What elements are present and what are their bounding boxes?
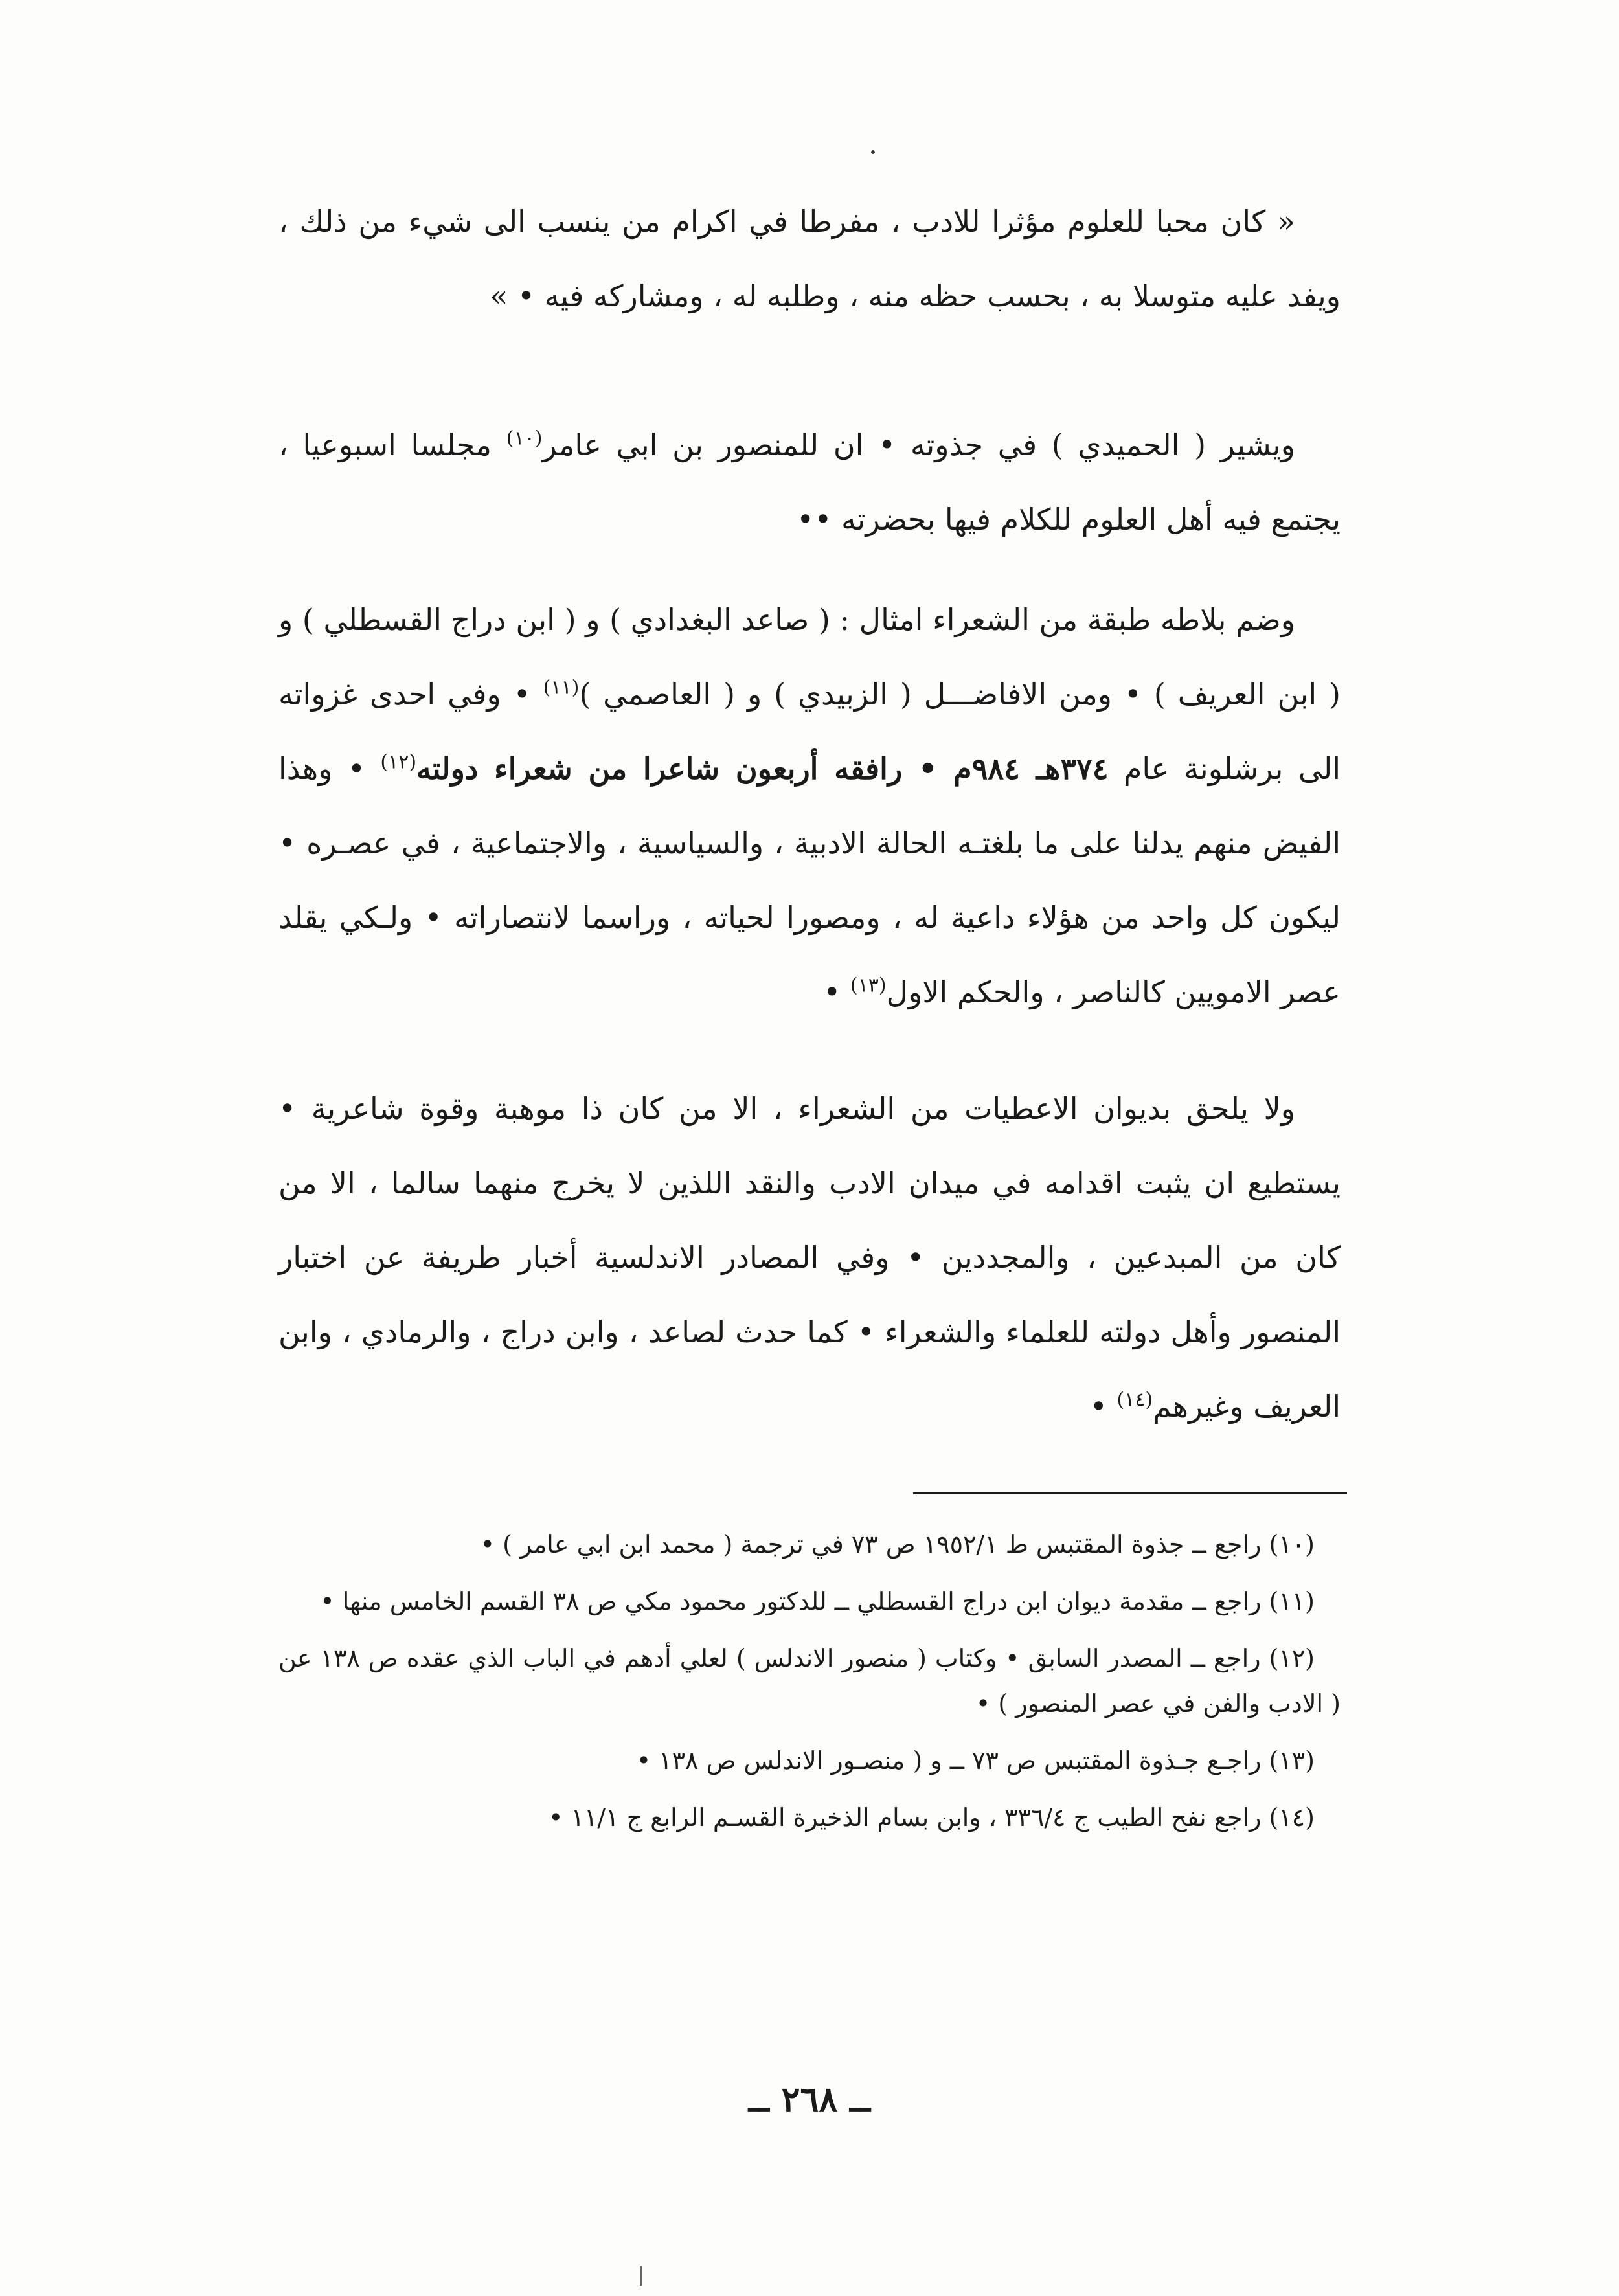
- text-run: « كان محبا للعلوم مؤثرا للادب ، مفرطا في اكرام من ينسب الى شيء من ذلك ، ويفد عليه متوسلا به ، بحسب حظه منه ، وطلبه له ، ومشاركه فيه • »: [278, 204, 1341, 313]
- footnote-14: (١٤) راجع نفح الطيب ج ٣٣٦/٤ ، وابن بسام الذخيرة القسـم الرابع ج ١١/١ •: [549, 1803, 1315, 1832]
- footnote-13: (١٣) راجـع جـذوة المقتبس ص ٧٣ ــ و ( منصـور الاندلس ص ١٣٨ •: [636, 1746, 1315, 1775]
- text-run: •: [1089, 1389, 1117, 1424]
- body-text: [278, 583, 1341, 1030]
- footnote-ref: (١٣): [850, 974, 887, 997]
- bold-text-run: ٣٧٤هـ ٩٨٤م • رافقه أربعون شاعرا من شعراء دولته: [416, 751, 1109, 786]
- binding-mark: [640, 2266, 642, 2286]
- footnote-ref: (١١): [543, 676, 580, 699]
- footnote-11: (١١) راجع ــ مقدمة ديوان ابن دراج القسطلي ــ للدكتور محمود مكي ص ٣٨ القسم الخامس منها •: [320, 1587, 1315, 1615]
- page-number: ــ ٢٦٨ ــ: [749, 2078, 870, 2120]
- paragraph-humaydi: [278, 408, 1341, 557]
- footnote-ref: (١٢): [380, 750, 417, 774]
- text-run: ولا يلحق بديوان الاعطيات من الشعراء ، الا من كان ذا موهبة وقوة شاعرية • يستطيع ان يثبت اقدامه في ميدان الادب والنقد اللذين لا يخرج منهما سالما ، الا من كان من المبدعين ، والمجددين • وفي المصادر الاندلسية أخبار طريفة عن اختبار المنصور وأهل دولته للعلماء والشعراء • كما حدث لصاعد ، وابن دراج ، والرمادي ، وابن العريف وغيرهم: [278, 1091, 1341, 1424]
- footnote-separator: [913, 1492, 1347, 1494]
- text-run: ويشير ( الحميدي ) في جذوته • ان للمنصور بن ابي عامر: [542, 427, 1295, 462]
- paragraph-quote: [278, 185, 1341, 333]
- text-run: وضم بلاطه طبقة من الشعراء امثال : ( صاعد البغدادي ) و ( ابن دراج القسطلي ) و ( ابن العريف ) • ومن الافاضـــل ( الزبيدي ) و ( العاصمي ): [278, 602, 1341, 712]
- paragraph-diwan: [278, 1072, 1341, 1444]
- paragraph-poets: [278, 583, 1341, 1030]
- footnote-10: (١٠) راجع ــ جذوة المقتبس ط ١٩٥٢/١ ص ٧٣ في ترجمة ( محمد ابن ابي عامر ) •: [480, 1530, 1315, 1559]
- print-speck: [871, 150, 875, 154]
- body-text: [278, 1072, 1341, 1444]
- text-run: • وفي احدى غزواته الى برشلونة عام: [278, 677, 1341, 786]
- footnote-ref: (١٤): [1116, 1388, 1153, 1412]
- text-run: • وهذا الفيض منهم يدلنا على ما بلغتـه الحالة الادبية ، والسياسية ، والاجتماعية ، في عصـره • ليكون كل واحد من هؤلاء داعية له ، ومصورا لحياته ، وراسما لانتصاراته • ولـكي يقلد عصر الامويين كالناصر ، والحكم الاول: [278, 751, 1341, 1009]
- text-run: •: [823, 974, 850, 1009]
- footnote-12: (١٢) راجع ــ المصدر السابق • وكتاب ( منصور الاندلس ) لعلي أدهم في الباب الذي عقده ص ١٣٨ عن ( الادب والفن في عصر المنصور ) •: [278, 1644, 1341, 1718]
- footnote-ref: (١٠): [506, 427, 543, 450]
- body-text: [278, 408, 1341, 557]
- footnotes: [278, 1522, 1341, 1852]
- body-text: [278, 185, 1341, 333]
- text-run: مجلسا اسبوعيا ، يجتمع فيه أهل العلوم للكلام فيها بحضرته ••: [278, 427, 1341, 537]
